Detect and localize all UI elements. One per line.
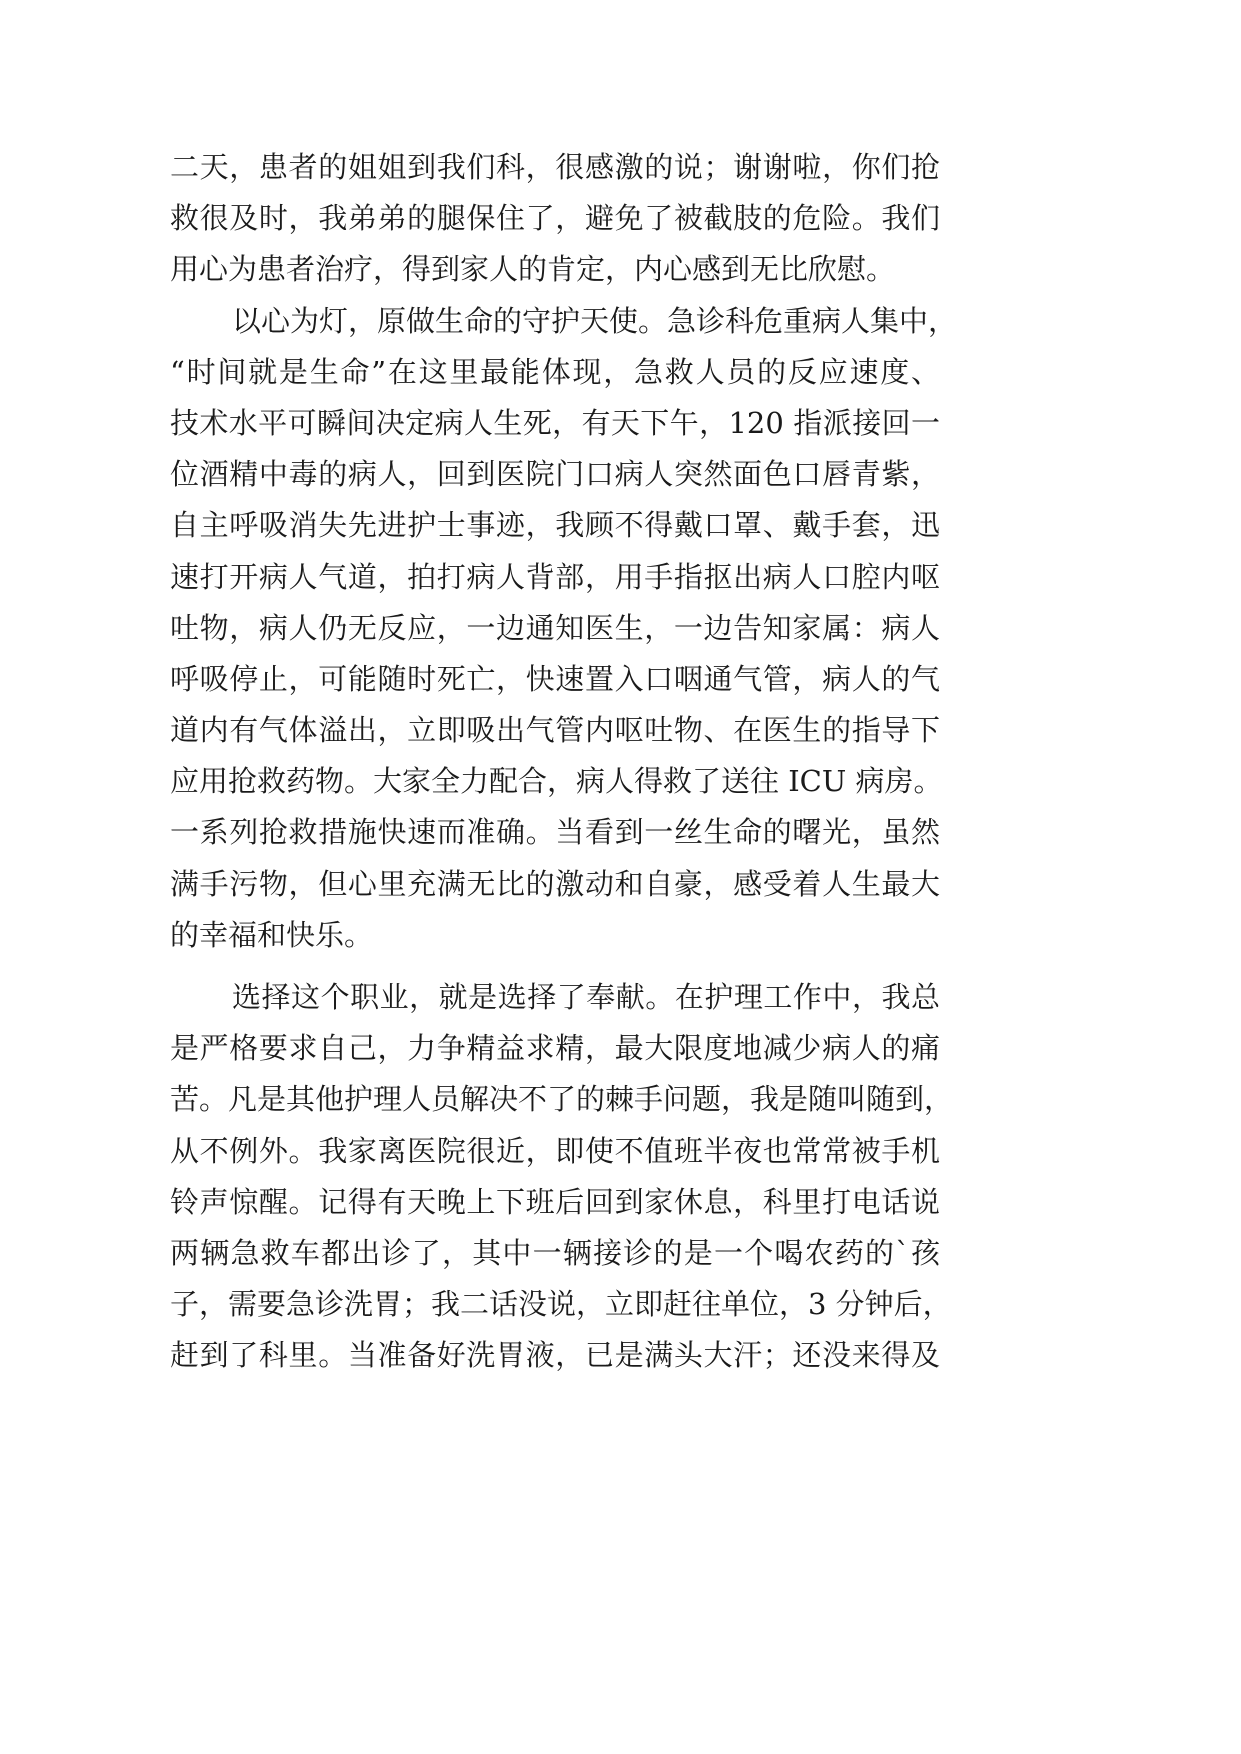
text-line: 救很及时，我弟弟的腿保住了，避免了被截肢的危险。我们 [170, 201, 940, 236]
text-line: 速打开病人气道，拍打病人背部，用手指抠出病人口腔内呕 [170, 559, 940, 594]
text-line: 吐物，病人仍无反应，一边通知医生，一边告知家属：病人 [170, 610, 940, 645]
text-line: 一系列抢救措施快速而准确。当看到一丝生命的曙光，虽然 [170, 815, 940, 850]
text-line: 的幸福和快乐。 [170, 917, 374, 952]
text-line: 以心为灯，原做生命的守护天使。急诊科危重病人集中， [232, 303, 958, 338]
text-line: 铃声惊醒。记得有天晚上下班后回到家休息，科里打电话说 [170, 1184, 940, 1219]
text-line: 二天，患者的姐姐到我们科，很感激的说；谢谢啦，你们抢 [170, 150, 940, 184]
text-line: 道内有气体溢出，立即吸出气管内呕吐物、在医生的指导下 [170, 713, 940, 748]
text-line: 选择这个职业，就是选择了奉献。在护理工作中，我总 [232, 980, 940, 1014]
text-line: 两辆急救车都出诊了，其中一辆接诊的是一个喝农药的`孩 [170, 1235, 940, 1270]
text-line: 子，需要急诊洗胃；我二话没说，立即赶往单位，3 分钟后， [170, 1287, 952, 1322]
text-line: “时间就是生命”在这里最能体现，急救人员的反应速度、 [170, 354, 940, 389]
text-line: 满手污物，但心里充满无比的激动和自豪，感受着人生最大 [170, 866, 940, 901]
paragraph [170, 972, 954, 1382]
text-line: 自主呼吸消失先进护士事迹，我顾不得戴口罩、戴手套，迅 [170, 508, 940, 543]
text-line: 用心为患者治疗，得到家人的肯定，内心感到无比欣慰。 [170, 252, 896, 287]
text-line: 应用抢救药物。大家全力配合，病人得救了送往 ICU 病房。 [170, 764, 943, 799]
paragraph [170, 296, 958, 961]
text-line: 位酒精中毒的病人，回到医院门口病人突然面色口唇青紫， [170, 457, 940, 492]
text-line: 是严格要求自己，力争精益求精，最大限度地减少病人的痛 [170, 1031, 940, 1066]
body-text [170, 142, 958, 1382]
text-line: 从不例外。我家离医院很近，即使不值班半夜也常常被手机 [170, 1133, 940, 1168]
text-line: 技术水平可瞬间决定病人生死，有天下午，120 指派接回一 [170, 405, 940, 440]
text-line: 呼吸停止，可能随时死亡，快速置入口咽通气管，病人的气 [170, 661, 940, 696]
text-line: 赶到了科里。当准备好洗胃液，已是满头大汗；还没来得及 [170, 1338, 940, 1373]
text-line: 苦。凡是其他护理人员解决不了的棘手问题，我是随叫随到， [170, 1082, 954, 1117]
paragraph [170, 142, 940, 296]
